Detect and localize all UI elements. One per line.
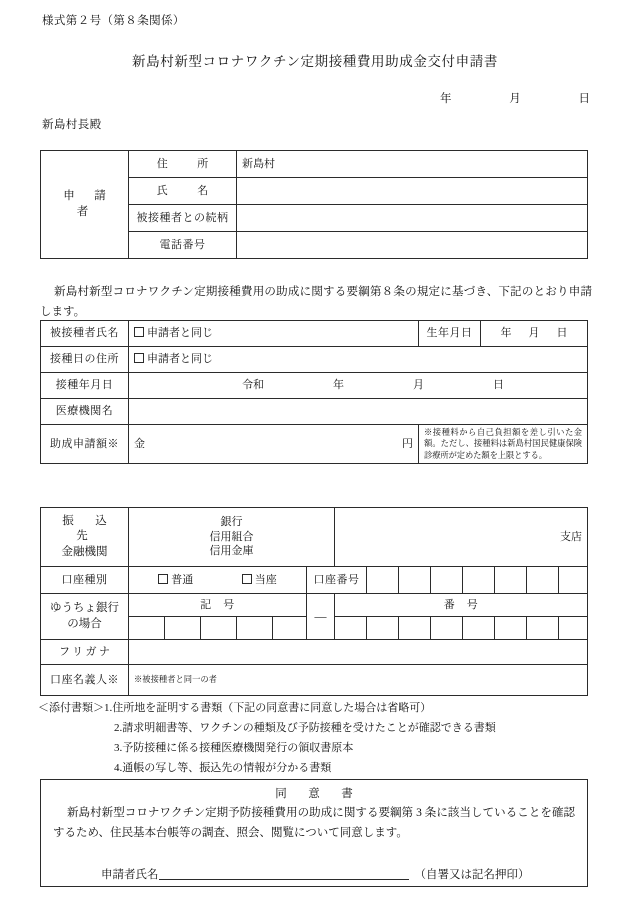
subsidy-amount-field[interactable] (129, 425, 419, 464)
applicant-address-value[interactable]: 新島村 (237, 151, 588, 178)
applicant-name-label: 氏 名 (129, 178, 237, 205)
bank-transfer-table (40, 507, 588, 696)
yucho-bango-cell[interactable] (527, 617, 559, 640)
yucho-kigo-cell[interactable] (273, 617, 307, 640)
account-number-cell[interactable] (399, 567, 431, 594)
account-number-cell[interactable] (367, 567, 399, 594)
table-row (41, 567, 588, 594)
account-number-label: 口座番号 (307, 567, 367, 594)
consent-body: 新島村新型コロナワクチン定期予防接種費用の助成に関する要綱第 3 条に該当していることを確認するため、住民基本台帳等の調査、照会、閲覧について同意します。 (53, 807, 575, 839)
yucho-kigo-cell[interactable] (201, 617, 237, 640)
account-type-label: 口座種別 (41, 567, 129, 594)
applicant-relationship-value[interactable] (237, 205, 588, 232)
table-row (41, 373, 588, 399)
table-row (41, 425, 588, 464)
era-label: 令和 (242, 379, 264, 392)
list-item: 3.予防接種に係る接種医療機関発行の領収書原本 (114, 742, 354, 755)
account-type-options[interactable] (129, 567, 307, 594)
yucho-bango-label: 番 号 (335, 594, 588, 617)
yucho-label-line2: の場合 (67, 617, 102, 630)
consent-signature-label: 申請者氏名 (101, 868, 159, 881)
yucho-kigo-cell[interactable] (237, 617, 273, 640)
checkbox-account-toza[interactable] (242, 573, 277, 588)
subsidy-amount-label: 助成申請額※ (41, 425, 129, 464)
applicant-phone-label: 電話番号 (129, 232, 237, 259)
vaccination-address-field[interactable] (129, 347, 588, 373)
applicant-address-label: 住 所 (129, 151, 237, 178)
yucho-label (41, 594, 129, 640)
bank-kind-options[interactable] (129, 508, 335, 567)
attachments-heading: ＜添付書類＞ (38, 702, 104, 714)
vaccination-day-label: 日 (493, 379, 504, 392)
page-title: 新島村新型コロナワクチン定期接種費用助成金交付申請書 (132, 54, 498, 69)
yucho-kigo-cell[interactable] (165, 617, 201, 640)
attachments-first-line (38, 698, 594, 718)
account-type-toza-label: 当座 (254, 573, 277, 586)
yucho-kigo-cell[interactable] (129, 617, 165, 640)
institution-name-value[interactable] (129, 399, 588, 425)
yucho-kigo-label: 記 号 (129, 594, 307, 617)
yucho-bango-cell[interactable] (559, 617, 588, 640)
applicant-table (40, 150, 588, 259)
checkbox-futsu-box[interactable] (158, 574, 168, 584)
recipient-name-field[interactable] (129, 321, 419, 347)
vaccination-address-check-label: 申請者と同じ (147, 353, 213, 366)
date-month-label: 月 (509, 93, 521, 105)
account-type-futsu-label: 普通 (171, 573, 194, 586)
submission-date-line (440, 90, 590, 106)
recipient-table (40, 320, 588, 464)
birth-day-label: 日 (556, 327, 568, 340)
form-number: 様式第２号（第８条関係） (42, 15, 185, 27)
recipient-name-check-label: 申請者と同じ (147, 327, 213, 340)
amount-prefix: 金 (134, 437, 145, 450)
bank-kind-bank[interactable]: 銀行 (220, 515, 243, 528)
signature-input[interactable] (159, 867, 409, 880)
birth-date-field[interactable] (481, 321, 588, 347)
checkbox-account-futsu[interactable] (158, 573, 193, 588)
bank-kind-shinyo-kumiai[interactable]: 信用組合 (209, 530, 254, 543)
vaccination-year-label: 年 (333, 379, 344, 392)
yucho-bango-cell[interactable] (495, 617, 527, 640)
furigana-label: フリガナ (41, 640, 129, 665)
list-item: 1.住所地を証明する書類（下記の同意書に同意した場合は省略可） (104, 702, 432, 714)
applicant-relationship-label: 被接種者との続柄 (129, 205, 237, 232)
table-row (41, 151, 588, 178)
yucho-label-line1: ゆうちょ銀行 (50, 601, 119, 614)
date-day-label: 日 (578, 93, 590, 105)
date-year-label: 年 (440, 93, 452, 105)
list-item: 4.通帳の写し等、振込先の情報が分かる書類 (114, 762, 332, 775)
yucho-bango-cell[interactable] (367, 617, 399, 640)
table-row (41, 640, 588, 665)
institution-name-label: 医療機関名 (41, 399, 129, 425)
attachments-list (38, 698, 594, 778)
yucho-bango-cell[interactable] (431, 617, 463, 640)
amount-suffix: 円 (402, 437, 413, 450)
applicant-section-label: 申 請 者 (41, 151, 129, 259)
yucho-bango-cell[interactable] (399, 617, 431, 640)
furigana-value[interactable] (129, 640, 588, 665)
checkbox-toza-box[interactable] (242, 574, 252, 584)
application-statement: 新島村新型コロナワクチン定期接種費用の助成に関する要綱第８条の規定に基づき、下記のとおり申請します。 (40, 286, 592, 318)
yucho-bango-cell[interactable] (463, 617, 495, 640)
vaccination-date-label: 接種年月日 (41, 373, 129, 399)
checkbox-same-as-applicant-address[interactable] (134, 353, 144, 363)
yucho-dash: — (307, 594, 335, 640)
account-number-cell[interactable] (431, 567, 463, 594)
bank-institution-label-line1: 振 込 先 (62, 514, 129, 543)
table-row (41, 347, 588, 373)
yucho-bango-cell[interactable] (335, 617, 367, 640)
account-number-cell[interactable] (527, 567, 559, 594)
applicant-name-value[interactable] (237, 178, 588, 205)
consent-box (40, 779, 588, 887)
table-row (41, 399, 588, 425)
bank-branch-field[interactable]: 支店 (335, 508, 588, 567)
consent-signature-note: （自署又は記名押印） (414, 868, 530, 881)
birth-month-label: 月 (528, 327, 540, 340)
consent-signature-row (53, 866, 575, 882)
addressee: 新島村長殿 (42, 119, 102, 131)
vaccination-address-label: 接種日の住所 (41, 347, 129, 373)
bank-institution-label (41, 508, 129, 567)
birth-year-label: 年 (500, 327, 512, 340)
list-item: 2.請求明細書等、ワクチンの種類及び予防接種を受けたことが確認できる書類 (114, 722, 496, 735)
subsidy-amount-note: ※接種料から自己負担額を差し引いた金額。ただし、接種料は新島村国民健康保険診療所が定めた額を上限とする。 (419, 425, 588, 464)
account-number-cell[interactable] (559, 567, 588, 594)
account-number-cell[interactable] (495, 567, 527, 594)
vaccination-month-label: 月 (413, 379, 424, 392)
account-number-cell[interactable] (463, 567, 495, 594)
birth-date-label: 生年月日 (419, 321, 481, 347)
bank-kind-shinyo-kinko[interactable]: 信用金庫 (209, 545, 254, 558)
applicant-phone-value[interactable] (237, 232, 588, 259)
account-holder-note[interactable]: ※被接種者と同一の者 (129, 665, 588, 696)
vaccination-date-field[interactable] (129, 373, 588, 399)
table-row (41, 321, 588, 347)
bank-institution-label-line2: 金融機関 (61, 545, 108, 558)
recipient-name-label: 被接種者氏名 (41, 321, 129, 347)
table-row (41, 665, 588, 696)
account-holder-label: 口座名義人※ (41, 665, 129, 696)
checkbox-same-as-applicant-name[interactable] (134, 327, 144, 337)
table-row (41, 594, 588, 617)
consent-title: 同 意 書 (275, 788, 358, 800)
